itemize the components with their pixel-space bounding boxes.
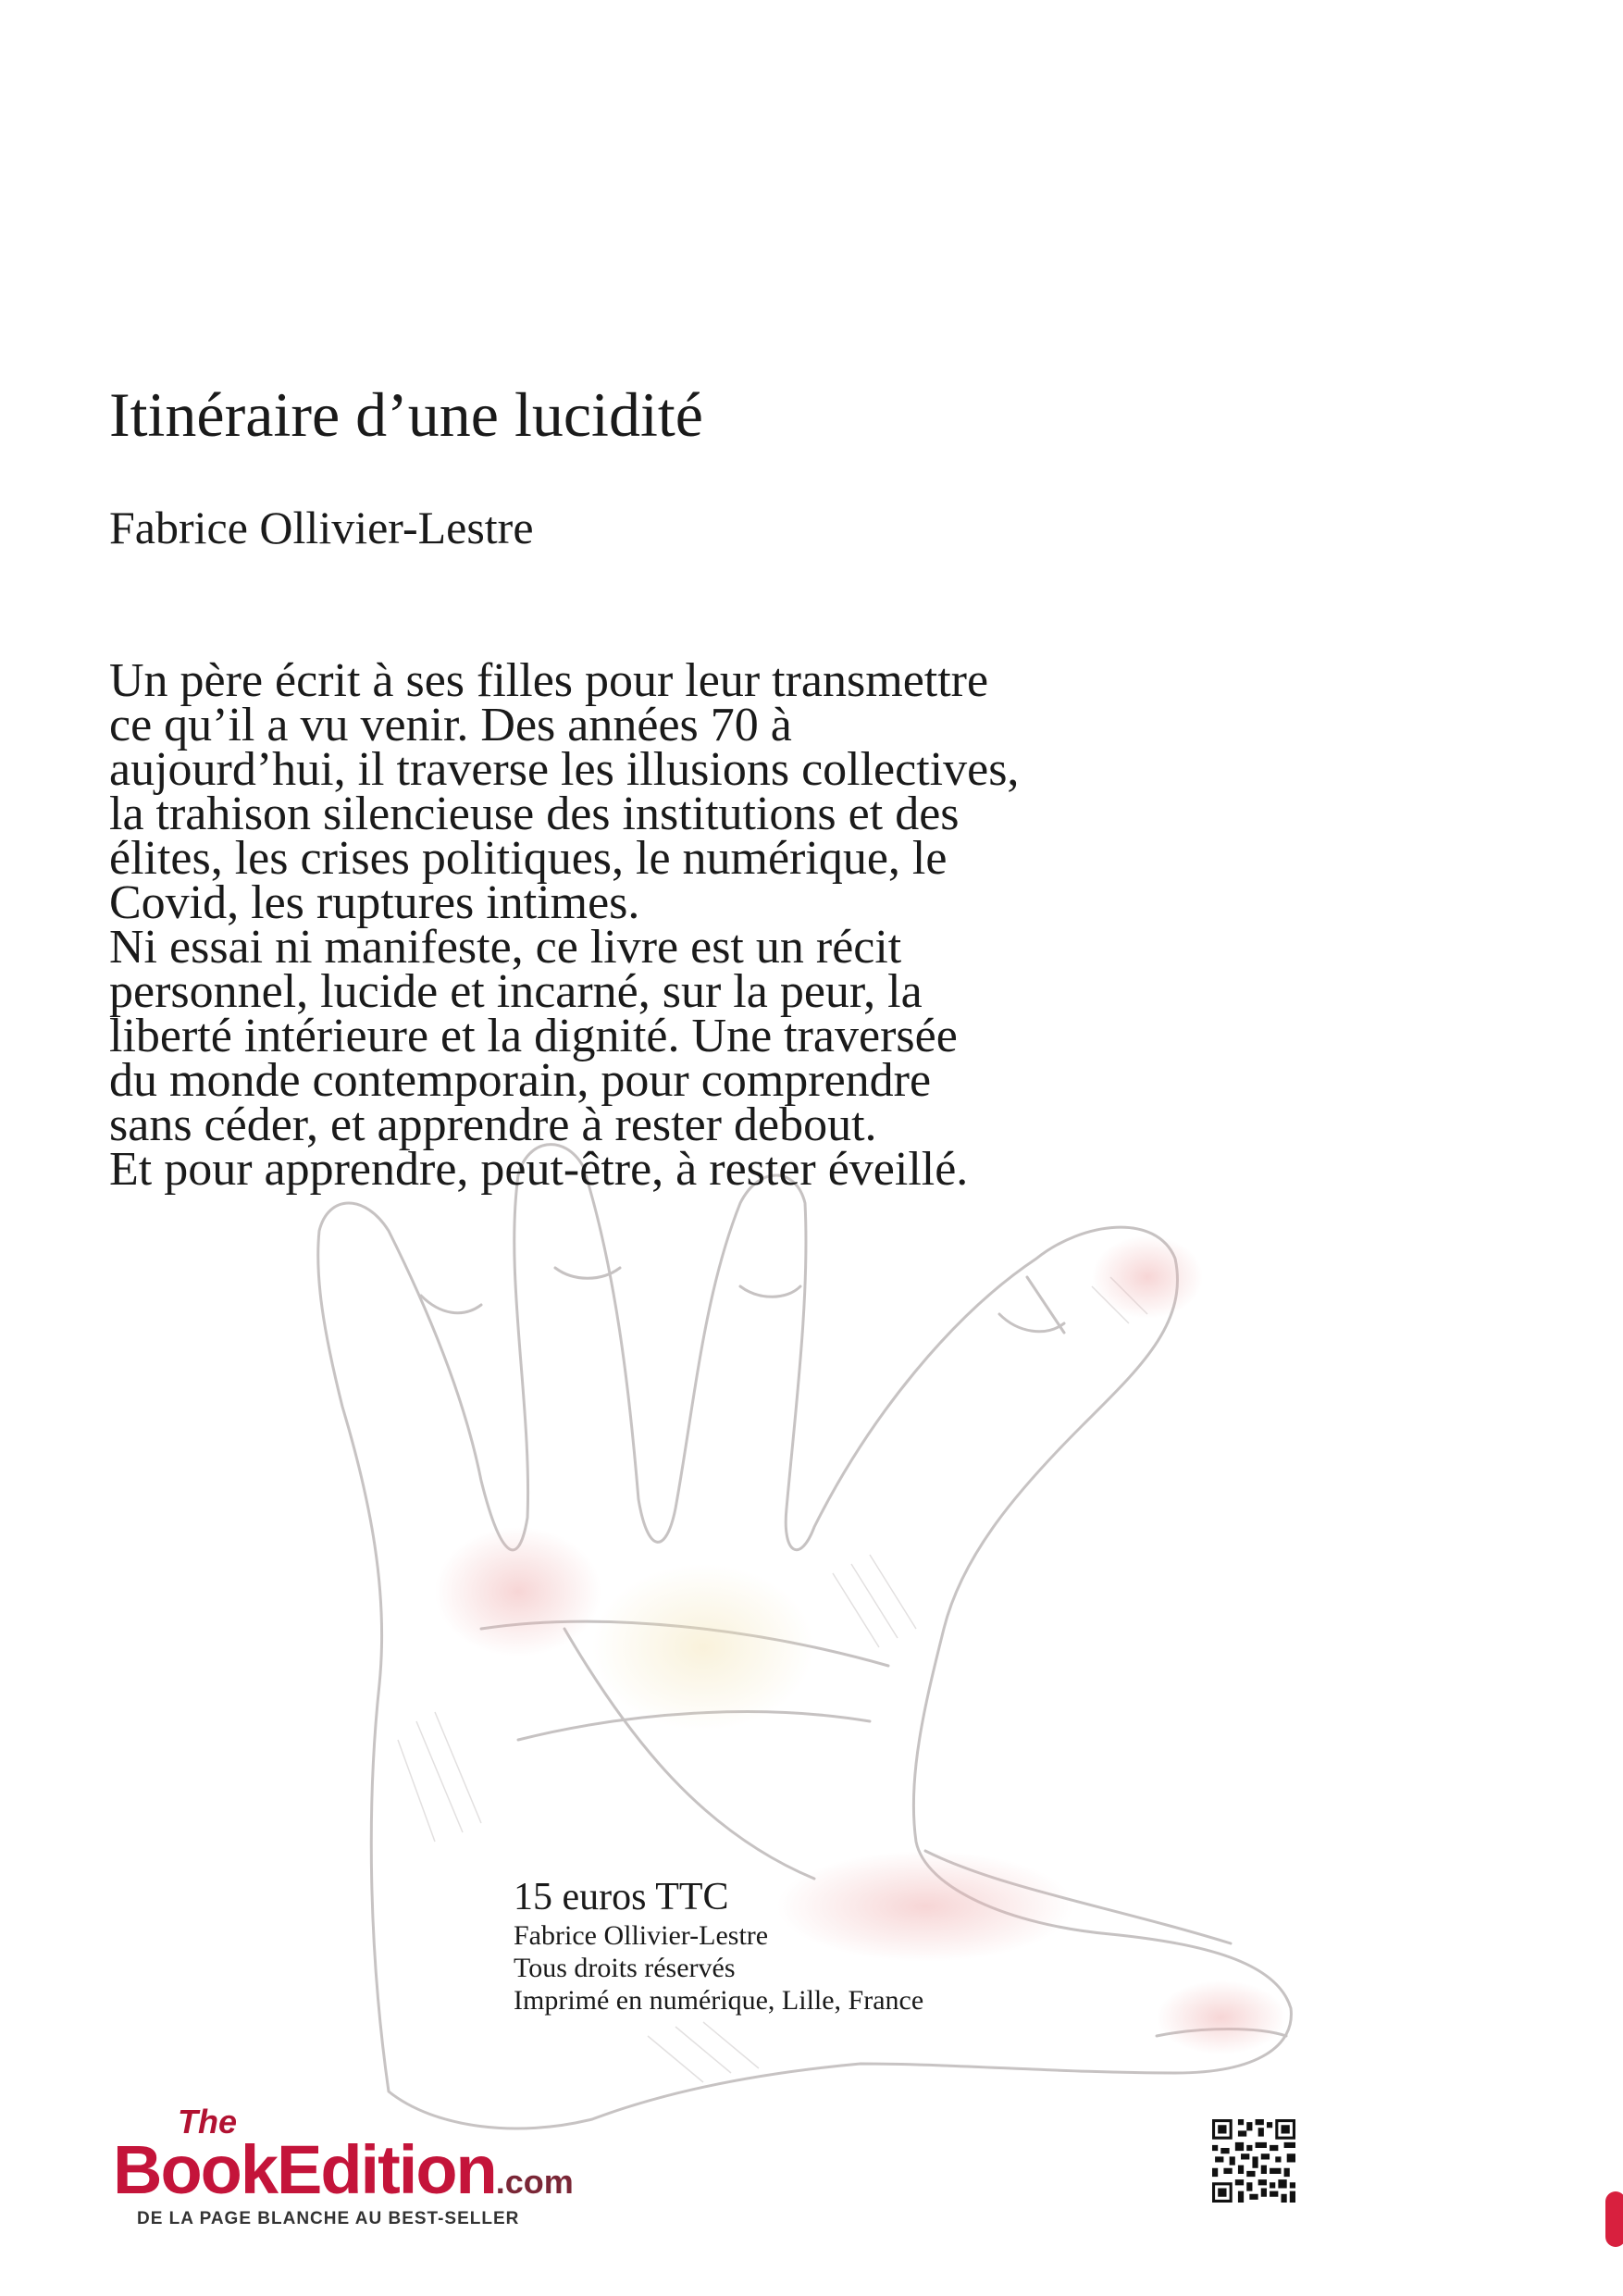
price-label: 15 euros TTC	[514, 1876, 729, 1918]
blurb-line: liberté intérieure et la dignité. Une traversée	[109, 1010, 958, 1062]
imprint-author: Fabrice Ollivier-Lestre	[514, 1920, 769, 1951]
logo-brand	[113, 2130, 574, 2209]
imprint-block	[514, 1875, 923, 2017]
blurb-line: la trahison silencieuse des institutions et des	[109, 788, 960, 840]
blurb-line: Ni essai ni manifeste, ce livre est un récit	[109, 921, 902, 974]
print-location: Imprimé en numérique, Lille, France	[514, 1985, 924, 2016]
logo-domain: .com	[495, 2163, 574, 2201]
blurb-line: sans céder, et apprendre à rester debout.	[109, 1098, 877, 1151]
blurb-line: élites, les crises politiques, le numérique, le	[109, 832, 948, 885]
logo-the: The	[178, 2103, 238, 2141]
publisher-logo	[113, 2103, 668, 2228]
rights-notice: Tous droits réservés	[514, 1953, 736, 1983]
blurb-line: aujourd’hui, il traverse les illusions collectives,	[109, 743, 1020, 796]
blurb-line: Covid, les ruptures intimes.	[109, 876, 640, 929]
blurb-line: Un père écrit à ses filles pour leur transmettre	[109, 654, 989, 707]
blurb-line: du monde contemporain, pour comprendre	[109, 1054, 932, 1107]
book-author: Fabrice Ollivier-Lestre	[109, 502, 534, 553]
edge-mark	[1605, 2191, 1623, 2247]
qr-code-icon	[1212, 2119, 1295, 2203]
blurb-line: personnel, lucide et incarné, sur la peur, la	[109, 965, 923, 1018]
blurb-line: ce qu’il a vu venir. Des années 70 à	[109, 699, 792, 751]
logo-brand-name: BookEdition	[113, 2131, 496, 2208]
back-cover-blurb	[109, 654, 1312, 1196]
book-title: Itinéraire d’une lucidité	[109, 379, 703, 450]
blurb-line: Et pour apprendre, peut-être, à rester éveillé.	[109, 1143, 969, 1196]
publisher-tagline: DE LA PAGE BLANCHE AU BEST-SELLER	[137, 2209, 520, 2228]
